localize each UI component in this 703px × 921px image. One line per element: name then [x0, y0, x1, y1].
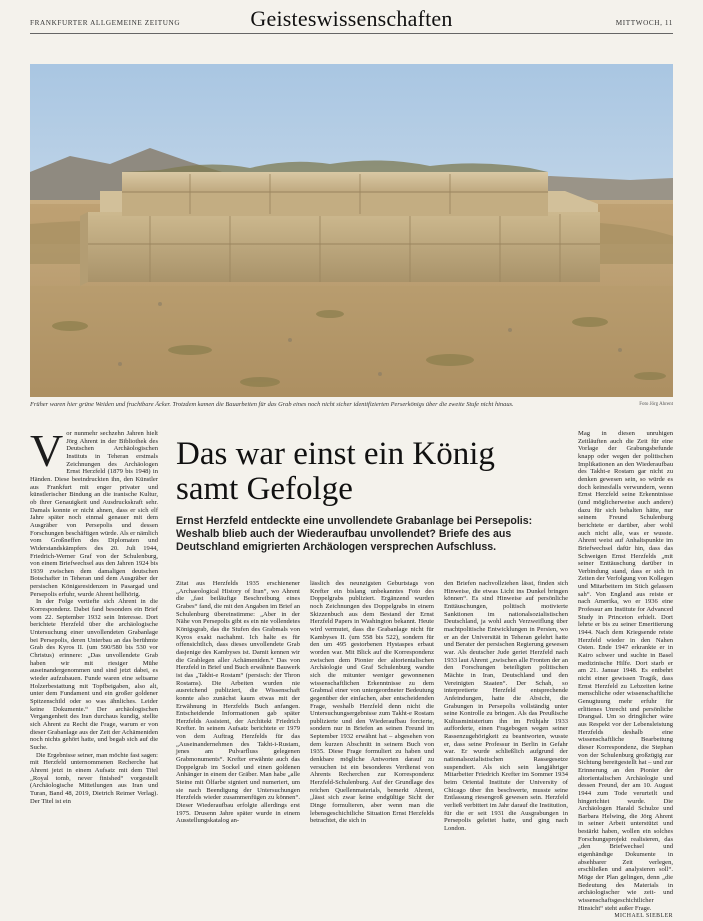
lead-text: or nunmehr sechzehn Jahren hielt Jörg Ahrent in der Bibliothek des Deutschen Archäologischen Instituts in Teheran erstmals Zeichnungen des Archäologen Ernst Herzfeld (1879 bis 1948) in Händen. Diese beeindruckten ihn, den Künstler aus Frankfurt mit enger privater und künstlerischer Bindung an die iranische Kultur, ob ihrer Genauigkeit und Ausdruckskraft sehr. Damals konnte er nicht ahnen, dass er sich elf Jahre später noch einmal genauer mit dem Ausgräber von Persepolis und dessen Forschungen beschäftigen würde. Als er nämlich vom Großneffen des Diplomaten und Widerstandskämpfers des 20. Juli 1944, Friedrich-Werner Graf von der Schulenburg, von einem Briefwechsel aus den Jahren 1924 bis 1939 zwischen dem damaligen deutschen Botschafter in Teheran und dem Ausgräber der persischen Königsresidenzen in Pasargad und Persepolis erfuhr, wurde Ahrent hellhörig. — [30, 430, 158, 598]
paragraph: Die Ergebnisse seiner, man möchte fast sagen: mit Herzfeld unternommenen Recherche hat Ahrent jetzt in einem Aufsatz mit dem Titel „Royal tomb, never finished“ vorgestellt (Archäologische Mitteilungen aus Iran und Turan, Band 48, 2019, Dietrich Reimer Verlag). Der Titel ist ein — [30, 751, 158, 805]
paragraph: lässlich des neunzigsten Geburtstags von Krefter ein bislang unbekanntes Foto des Doppelgrabs publiziert. Ergänzend wurden noch Zeichnungen des Doppelgrabs in einem Skizzenbuch aus dem Bestand der Ernst Herzfeld Papers in Washington bekannt. Heute wird vermutet, dass die Grabanlage nicht für Kambyses II. (um 558 bis 522), sondern für den um 495 gestorbenen Hystaspes erbaut worden war. Mit Blick auf die Korrespondenz zwischen dem Pionier der altorientalischen Archäologie und Graf Schulenburg wandte sich die mitunter weniger gewonnenen wissenschaftlichen Erkenntnisse zu dem Grabmal einer von untergeordneter Bedeutung gegenüber der einfachen, aber entscheidenden Frage, weshalb Herzfeld denn nicht die Untersuchungsergebnisse zum Takht-e Rostam publizierte und den Wiederaufbau forcierte, sondern nur in Briefen an seinen Freund im September 1932 erwähnt hat – abgesehen von dem kurzen Abschnitt in seinem Buch von 1935. Diese Frage formuliert zu haben und denkbare mögliche Antworten darauf zu versuchen ist ein besonderes Verdienst von Ahrents Recherchen zur Korrespondenz Herzfeld-Schulenburg. Auf der Grundlage des reichen Quellenmaterials, bemerkt Ahrent, „lässt sich zwar keine endgültige Sicht der Dinge formulieren, aber wenn man die lebensgeschichtliche Situation Ernst Herzfelds betrachtet, die sich in — [310, 580, 434, 825]
article-subhead: Ernst Herzfeld entdeckte eine unvollendete Grabanlage bei Persepolis: Weshalb blieb auch der Wiederaufbau unvollendet? Briefe des aus Deutschland emigrierten Archäologen versprechen Aufschluss. — [176, 515, 533, 554]
article-headline: Das war einst ein König samt Gefolge — [176, 436, 495, 507]
header-date-page: MITTWOCH, 11 — [615, 19, 673, 27]
section-title: Geisteswissenschaften — [250, 6, 453, 31]
article-column-4 — [444, 580, 568, 842]
photo-caption: Früher waren hier grüne Weiden und fruchtbare Äcker. Trotzdem kamen die Bauarbeiten für das Grab eines noch nicht sicher identifizierten Perserkönigs über die zweite Stufe nicht hinaus. — [30, 401, 514, 408]
author-byline: MICHAEL SIEBLER — [614, 913, 673, 920]
article-column-3 — [310, 580, 434, 842]
article-column-2 — [176, 580, 300, 842]
paragraph: Mag in diesen unruhigen Zeitläuften auch die Zeit für eine Vorlage der Grabungsbefunde knapp oder wegen der politischen Implikationen an den Wiederaufbau des Takht-e Rostam gar nicht zu denken gewesen sein, so würde es doch keinesfalls verwundern, wenn Ernst Herzfeld seine Erkenntnisse (und möglicherweise auch andere) dazu für sich behalten hätte, nur seinem Freund Schulenburg berichtete er darüber, aber wohl auch nicht alle, was er wusste. Ahrent weist auf Anhaltspunkte im Briefwechsel dafür hin, dass das Schweigen Ernst Herzfelds „mit seiner Enttäuschung darüber in Verbindung stand, dass er sich in Zeiten der Verfolgung von Kollegen und Mitarbeitern im Stich gelassen sah“. Von England aus reiste er nach Amerika, wo er 1936 eine Professur am Institute for Advanced Study in Princeton erhielt. Dort lehrte er bis zu seiner Emeritierung 1944. Nach dem Kriegsende reiste Herzfeld wieder in den Nahen Osten. Ende 1947 erkrankte er in Kairo schwer und suchte in Basel medizinische Hilfe. Dort starb er am 21. Januar 1948. Es entbehrt nicht einer gewissen Tragik, dass Ernst Herzfeld zu Lebzeiten keine menschliche oder wissenschaftliche Genugtuung mehr erfuhr für erlittenes Unrecht und persönliche Drangsal. Um so dringlicher wäre aus Respekt vor der Lebensleistung Herzfelds deshalb eine wissenschaftliche Bearbeitung dieser Korrespondenz, die Stephan von der Schulenburg großzügig zur Sichtung bereitgestellt hat – und zur Erinnerung an den Pionier der altorientalischen Archäologie und dessen Freund, der am 10. August 1944 zum Tode verurteilt und hingerichtet wurde. Die Archäologen Harald Schulze und Barbara Helwing, die Jörg Ahrent in seiner Arbeit unterstützt und bestärkt haben, wollen ein solches Forschungsprojekt realisieren, das „den Briefwechsel und eigenhändige Dokumente in absehbarer Zeit verlegen, erschließen und analysieren soll“. Möge der Plan gelingen, denn „die Bedeutung des Materials in archäologischer wie zeit- und wissenschaftsgeschichtlicher Hinsicht“ steht außer Frage. — [578, 430, 673, 912]
paragraph: den Briefen nachvollziehen lässt, finden sich Hinweise, die etwas Licht ins Dunkel bringen können“. Es sind Hinweise auf persönliche Enttäuschungen, politisch motivierte Sanktionen im nationalsozialistischen Deutschland, ja wohl auch Verzweiflung über machtpolitische Entwicklungen in Persien, wo er an der Universität in Teheran gelehrt hatte und Berater der persischen Regierung gewesen war. Als deutscher Jude geriet Herzfeld nach 1933 laut Ahrent „zwischen alle Fronten der an den Forschungen beteiligten politischen Mächte in Iran, Deutschland und den Vereinigten Staaten“. Der Schah, so interpretierte Herzfeld entsprechende Anfeindungen, hatte die Absicht, die Grabungen in Persepolis vollständig unter seine Kontrolle zu bringen. Als das Preußische Kultusministerium ihn im Frühjahr 1933 aufforderte, einen Fragebogen wegen seiner Rassenzugehörigkeit zu beantworten, wusste er, dass seine Professur in Berlin in Gefahr war. Er wurde schließlich aufgrund der nationalsozialistischen Rassegesetze suspendiert. Als sich sein langjähriger Mitarbeiter Friedrich Krefter im Sommer 1934 beim Oriental Institute der University of Chicago über ihn beschwerte, musste seine Entlassung riesengroß gewesen sein. Herzfeld verließ verbittert im Jahr darauf die Institution, für die er seit 1931 die Ausgrabungen in Persepolis geleitet hatte, und ging nach London. — [444, 580, 568, 832]
header-rule — [30, 33, 673, 34]
article-photo — [30, 64, 673, 397]
article-column-5 — [578, 430, 673, 920]
drop-cap: V — [30, 425, 64, 476]
header-newspaper-name: FRANKFURTER ALLGEMEINE ZEITUNG — [30, 19, 181, 27]
article-column-1 — [30, 425, 158, 840]
paragraph: In der Folge vertiefte sich Ahrent in die Korrespondenz. Dabei fand besonders ein Brief vom 22. September 1932 sein Interesse. Dort berichtete Herzfeld über die archäologische Untersuchung einer unvollendeten Grabanlage bei Persepolis, deren Unterbau an das berühmte Grab des Kyros II. (um 590/580 bis 530 vor Christus) erinnere: „Das unvollendete Grab haben wir mit riesiger Mühe auseinandergenommen und sind jetzt dabei, es wieder aufzubauen. Funde waren eine seltsame Holzerbestattung mit Topfbeigaben, also alt, unter dem Fundament und ein großer goldener Spitzenschild oder so was ähnliches. Leider keine Dokumente.“ Der archäologischen Vergangenheit des Iran durchaus kundig, stellte sich Ahrent zu Recht die Frage, warum er von dieser Grabanlage aus der Zeit der Achämeniden noch nichts gehört hatte, und begab sich auf die Suche. — [30, 598, 158, 751]
photo-credit: Foto Jörg Ahrent — [639, 402, 673, 407]
lead-paragraph — [30, 425, 158, 598]
paragraph: Zitat aus Herzfelds 1935 erschienener „Archaeological History of Iran“, wo Ahrent die „fast beiläufige Beschreibung eines Grabes“ fand, die mit den Angaben im Brief an Schulenburg übereinstimme: „Aber in der Nähe von Persepolis gibt es ein nie vollendetes Königsgrab, das die Stufen des Grabmals von Kyros exakt nachahmt. Ich halte es für offensichtlich, dass dieses unvollendete Grab dasjenige des Kambyses ist. Damit kennen wir die Grablegen aller Achämeniden.“ Das von Herzfeld in Brief und Buch erwähnte Bauwerk ist das „Takht-e Rostam“ (persisch: der Thron Rostams). Die Arbeiten wurden nie ausreichend publiziert, die Wissenschaft konnte also zunächst kaum etwas mit der Erwähnung in Herzfelds Buch anfangen. Entscheidende Informationen gab später Herzfelds Assistent, der Architekt Friedrich Krefter. In seinem Aufsatz berichtete er 1979 von dem Auftrag Herzfelds für das „Auseinandernehmen des Takht-i-Rustam, jenes am Pulvarfluss gelegenen Grabmonuments“. Krefter erwähnte auch das Doppelgrab im Sockel und einen goldenen Anhänger in einem der Gräber. Man habe „alle Steine mit Ölfarbe signiert und numeriert, um sie nach Beendigung der Untersuchungen Herzfelds wieder zusammenfügen zu können“. Dieser Wiederaufbau erfolgte allerdings erst 1975. Drusenn Jahre später wurde in einem Ausstellungskatalog an- — [176, 580, 300, 825]
